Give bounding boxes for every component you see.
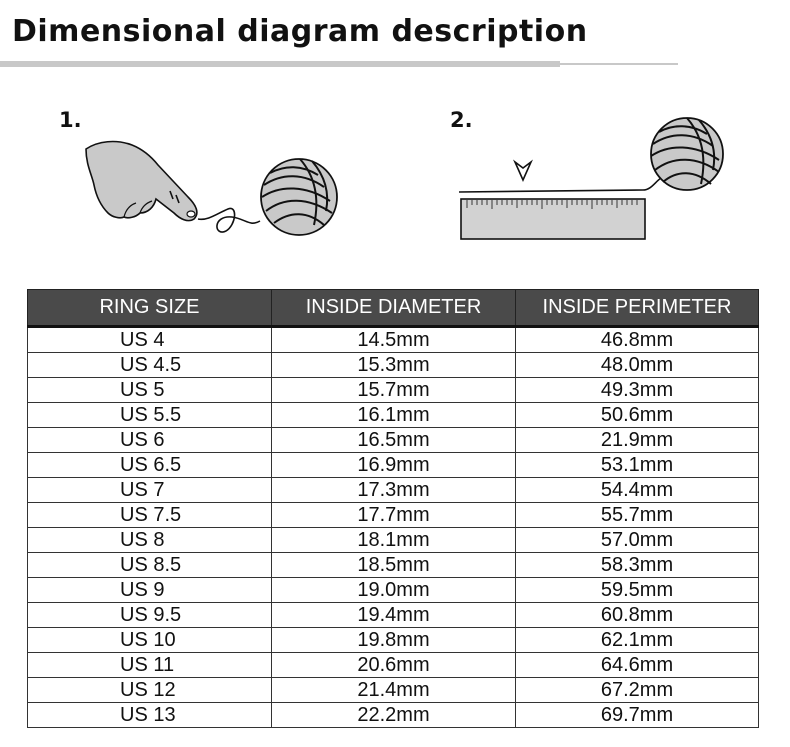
table-header-row [28,290,759,327]
table-row [28,628,759,653]
table-row [28,353,759,378]
table-row [28,453,759,478]
inside-diameter-cell: 18.1mm [272,528,516,553]
table-row [28,327,759,353]
ring-size-cell: US 13 [28,703,272,728]
table-row [28,678,759,703]
ring-size-cell: US 5 [28,378,272,403]
step-1-illustration [80,135,350,245]
inside-perimeter-cell: 55.7mm [516,503,759,528]
table-row [28,553,759,578]
title-underline [0,61,560,67]
table-row [28,478,759,503]
ruler-icon [461,199,645,239]
inside-diameter-cell: 19.4mm [272,603,516,628]
ring-size-cell: US 7.5 [28,503,272,528]
ring-size-table-container [27,289,758,728]
inside-perimeter-cell: 21.9mm [516,428,759,453]
ring-size-table [27,289,759,728]
inside-diameter-cell: 17.7mm [272,503,516,528]
title-underline-extension [560,63,678,65]
inside-perimeter-cell: 49.3mm [516,378,759,403]
table-row [28,653,759,678]
inside-perimeter-cell: 58.3mm [516,553,759,578]
inside-perimeter-cell: 69.7mm [516,703,759,728]
table-row [28,578,759,603]
yarn-ball-icon [651,118,723,190]
inside-perimeter-cell: 48.0mm [516,353,759,378]
page-title: Dimensional diagram description [12,14,588,49]
ring-size-cell: US 5.5 [28,403,272,428]
inside-perimeter-cell: 57.0mm [516,528,759,553]
table-body [28,327,759,728]
ring-size-cell: US 8 [28,528,272,553]
yarn-ball-icon [261,159,337,235]
inside-perimeter-cell: 60.8mm [516,603,759,628]
step-2-illustration [455,112,735,247]
table-row [28,603,759,628]
inside-diameter-cell: 16.5mm [272,428,516,453]
ring-size-cell: US 4 [28,327,272,353]
inside-perimeter-cell: 50.6mm [516,403,759,428]
table-row [28,378,759,403]
table-row [28,503,759,528]
ring-size-cell: US 6 [28,428,272,453]
ring-size-cell: US 8.5 [28,553,272,578]
inside-diameter-cell: 14.5mm [272,327,516,353]
inside-perimeter-cell: 62.1mm [516,628,759,653]
inside-perimeter-cell: 54.4mm [516,478,759,503]
ring-size-cell: US 7 [28,478,272,503]
inside-diameter-cell: 16.1mm [272,403,516,428]
inside-perimeter-cell: 67.2mm [516,678,759,703]
pointing-hand-icon [86,142,197,221]
inside-perimeter-cell: 59.5mm [516,578,759,603]
header-inside-perimeter: INSIDE PERIMETER [516,290,759,327]
ring-size-cell: US 9 [28,578,272,603]
header-ring-size: RING SIZE [28,290,272,327]
table-row [28,703,759,728]
inside-diameter-cell: 17.3mm [272,478,516,503]
ring-size-cell: US 6.5 [28,453,272,478]
table-row [28,403,759,428]
ring-size-cell: US 9.5 [28,603,272,628]
inside-diameter-cell: 16.9mm [272,453,516,478]
inside-diameter-cell: 20.6mm [272,653,516,678]
table-row [28,528,759,553]
inside-diameter-cell: 21.4mm [272,678,516,703]
step-1-number: 1. [59,108,82,132]
ring-size-cell: US 12 [28,678,272,703]
step-2-number: 2. [450,108,473,132]
inside-diameter-cell: 15.3mm [272,353,516,378]
inside-diameter-cell: 19.8mm [272,628,516,653]
table-row [28,428,759,453]
arrow-marker-icon [515,162,531,180]
header-inside-diameter: INSIDE DIAMETER [272,290,516,327]
inside-diameter-cell: 15.7mm [272,378,516,403]
inside-perimeter-cell: 64.6mm [516,653,759,678]
inside-diameter-cell: 19.0mm [272,578,516,603]
ring-size-cell: US 10 [28,628,272,653]
ring-size-cell: US 11 [28,653,272,678]
inside-diameter-cell: 22.2mm [272,703,516,728]
inside-perimeter-cell: 46.8mm [516,327,759,353]
inside-diameter-cell: 18.5mm [272,553,516,578]
inside-perimeter-cell: 53.1mm [516,453,759,478]
ring-size-cell: US 4.5 [28,353,272,378]
